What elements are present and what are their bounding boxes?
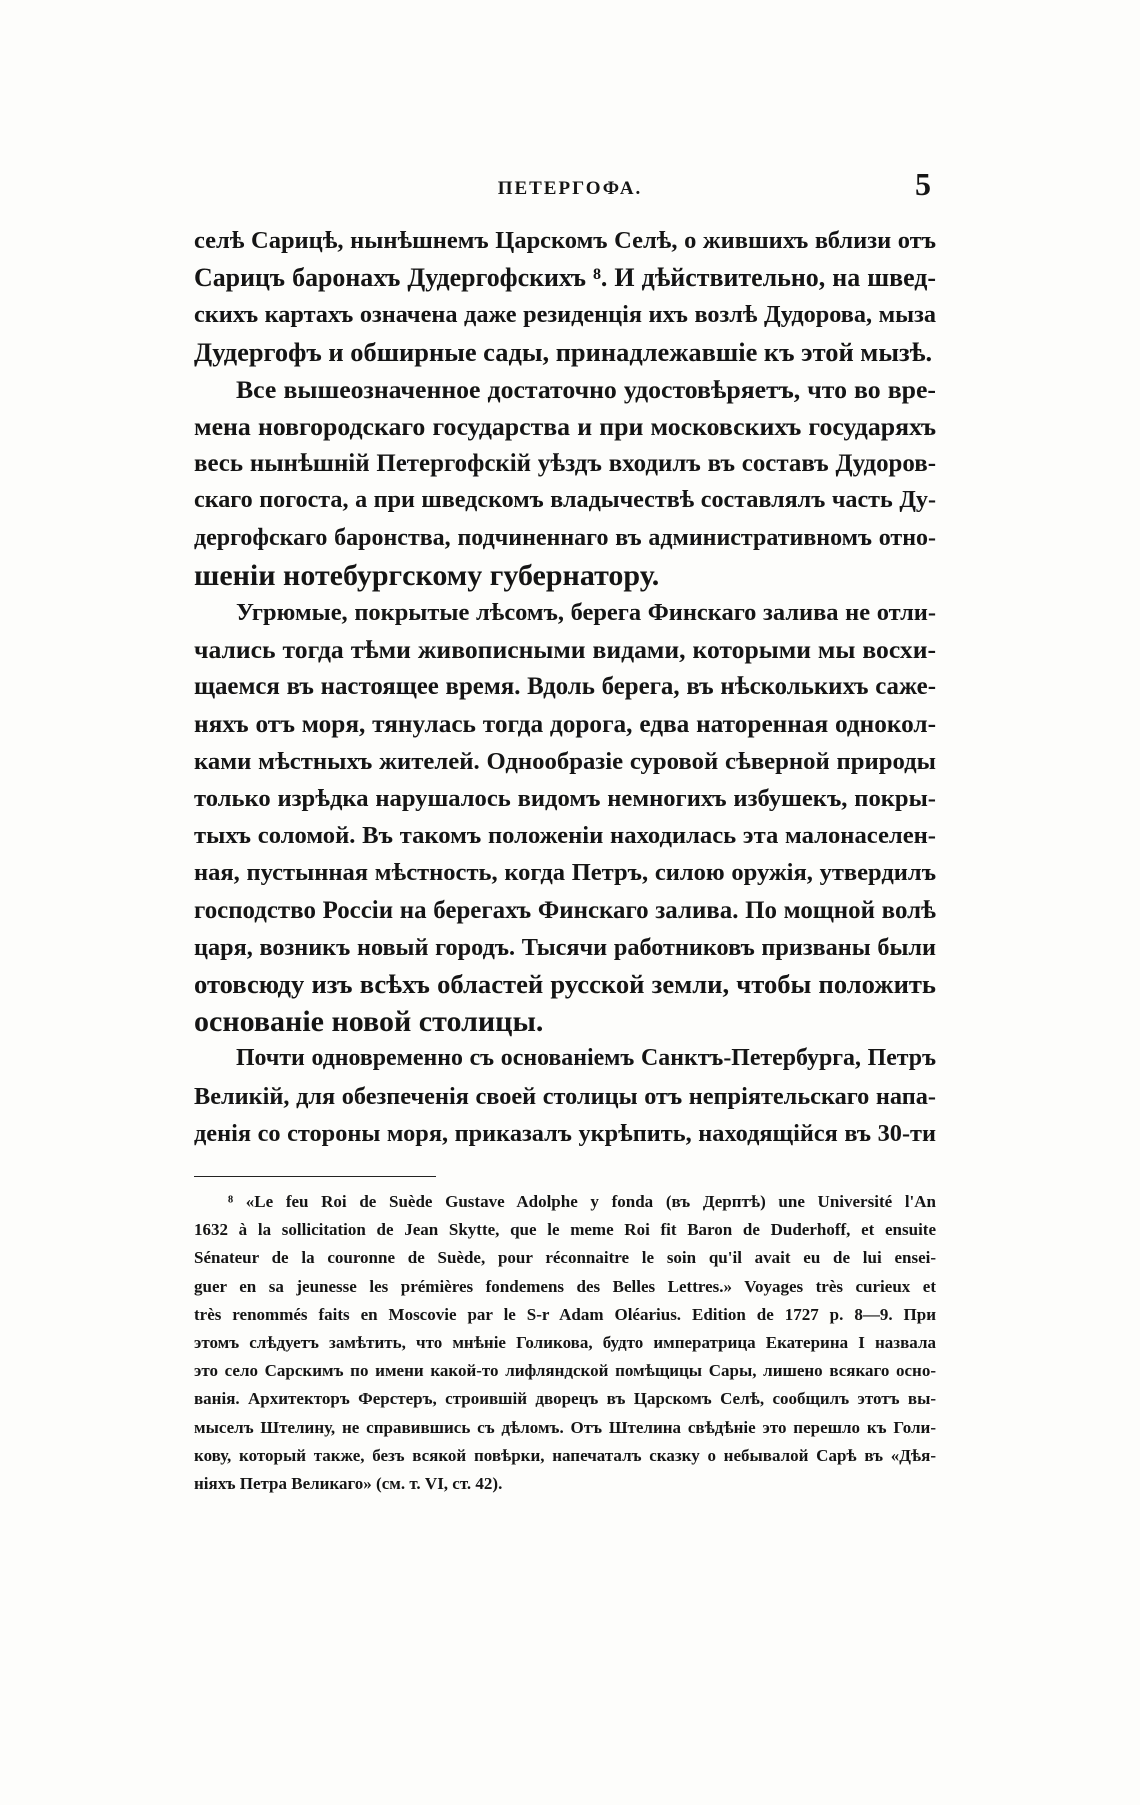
text-line: Великій, для обезпеченія своей столицы отъ непріятельскаго напа-: [194, 1082, 936, 1110]
footnote-line: guer en sa jeunesse les prémières fondemens des Belles Lettres.» Voyages très curieux et: [194, 1276, 936, 1296]
text-line: основаніе новой столицы.: [194, 1005, 544, 1039]
text-line: отовсюду изъ всѣхъ областей русской земли, чтобы положить: [194, 969, 936, 1000]
text-line: скаго погоста, а при шведскомъ владычествѣ составлялъ часть Ду-: [194, 487, 936, 514]
text-line: денія со стороны моря, приказалъ укрѣпить, находящійся въ 30-ти: [194, 1119, 936, 1147]
text-line: скихъ картахъ означена даже резиденція ихъ возлѣ Дудорова, мыза: [194, 301, 936, 329]
text-line: дергофскаго баронства, подчиненнаго въ административномъ отно-: [194, 524, 936, 551]
text-line: ками мѣстныхъ жителей. Однообразіе суровой сѣверной природы: [194, 747, 936, 775]
text-line: господство Россіи на берегахъ Финскаго залива. По мощной волѣ: [194, 896, 936, 924]
footnote-line: кову, который также, безъ всякой повѣрки, напечаталъ сказку о небывалой Сарѣ въ «Дѣя-: [194, 1445, 936, 1465]
text-line: только изрѣдка нарушалось видомъ немногихъ избушекъ, покры-: [194, 785, 936, 813]
text-line: Сарицъ баронахъ Дудергофскихъ ⁸. И дѣйствительно, на швед-: [194, 263, 936, 293]
footnote-line: мыселъ Штелину, не справившись съ дѣломъ. Отъ Штелина свѣдѣніе это перешло къ Голи-: [194, 1417, 936, 1437]
text-line: весь нынѣшній Петергофскій уѣздъ входилъ въ составъ Дудоров-: [194, 450, 936, 478]
footnote-line: это село Сарскимъ по имени какой-то лифляндской помѣщицы Сары, лишено всякаго осно-: [194, 1361, 936, 1381]
footnote-line: très renommés faits en Moscovie par le S-r Adam Oléarius. Edition de 1727 p. 8—9. При: [194, 1304, 936, 1324]
text-line: ная, пустынная мѣстность, когда Петръ, силою оружія, утвердилъ: [194, 859, 936, 887]
footnote-line: Sénateur de la couronne de Suède, pour réconnaitre le soin qu'il avait eu de lui ensei-: [194, 1248, 936, 1268]
text-line: няхъ отъ моря, тянулась тогда дорога, едва наторенная однокол-: [194, 709, 936, 738]
text-line: Все вышеозначенное достаточно удостовѣряетъ, что во вре-: [236, 374, 936, 404]
footnote: [194, 1188, 936, 1498]
text-line: царя, возникъ новый городъ. Тысячи работниковъ призваны были: [194, 933, 936, 961]
text-line: тыхъ соломой. Въ такомъ положеніи находилась эта малонаселен-: [194, 822, 936, 850]
text-line: чались тогда тѣми живописными видами, которыми мы восхи-: [194, 635, 936, 665]
text-line: шеніи нотебургскому губернатору.: [194, 558, 660, 592]
running-header: ПЕТЕРГОФА.: [497, 178, 643, 199]
footnote-line: этомъ слѣдуетъ замѣтить, что мнѣніе Голикова, будто императрица Екатерина I назвала: [194, 1333, 936, 1353]
footnote-line: 1632 à la sollicitation de Jean Skytte, que le meme Roi fit Baron de Duderhoff, et ensuite: [194, 1220, 936, 1240]
text-line: Угрюмые, покрытые лѣсомъ, берега Финскаго залива не отли-: [236, 599, 936, 627]
page-number: 5: [915, 166, 931, 202]
text-line: Дудергофъ и обширные сады, принадлежавшіе къ этой мызѣ.: [194, 336, 933, 367]
footnote-line: ванія. Архитекторъ Ферстеръ, строившій дворецъ въ Царскомъ Селѣ, сообщилъ этотъ вы-: [194, 1389, 936, 1409]
footnote-line: ніяхъ Петра Великаго» (см. т. VI, ст. 42).: [194, 1474, 503, 1494]
text-line: щаемся въ настоящее время. Вдоль берега, въ нѣсколькихъ саже-: [194, 673, 936, 701]
text-line: Почти одновременно съ основаніемъ Санктъ-Петербурга, Петръ: [236, 1045, 936, 1072]
text-line: селѣ Сарицѣ, нынѣшнемъ Царскомъ Селѣ, о жившихъ вблизи отъ: [194, 227, 936, 254]
main-text: [194, 222, 936, 1152]
footnote-divider: [194, 1176, 436, 1177]
text-line: мена новгородскаго государства и при московскихъ государяхъ: [194, 412, 936, 442]
footnote-line: ⁸ «Le feu Roi de Suède Gustave Adolphe y fonda (въ Дерптѣ) une Université l'An: [228, 1192, 936, 1211]
